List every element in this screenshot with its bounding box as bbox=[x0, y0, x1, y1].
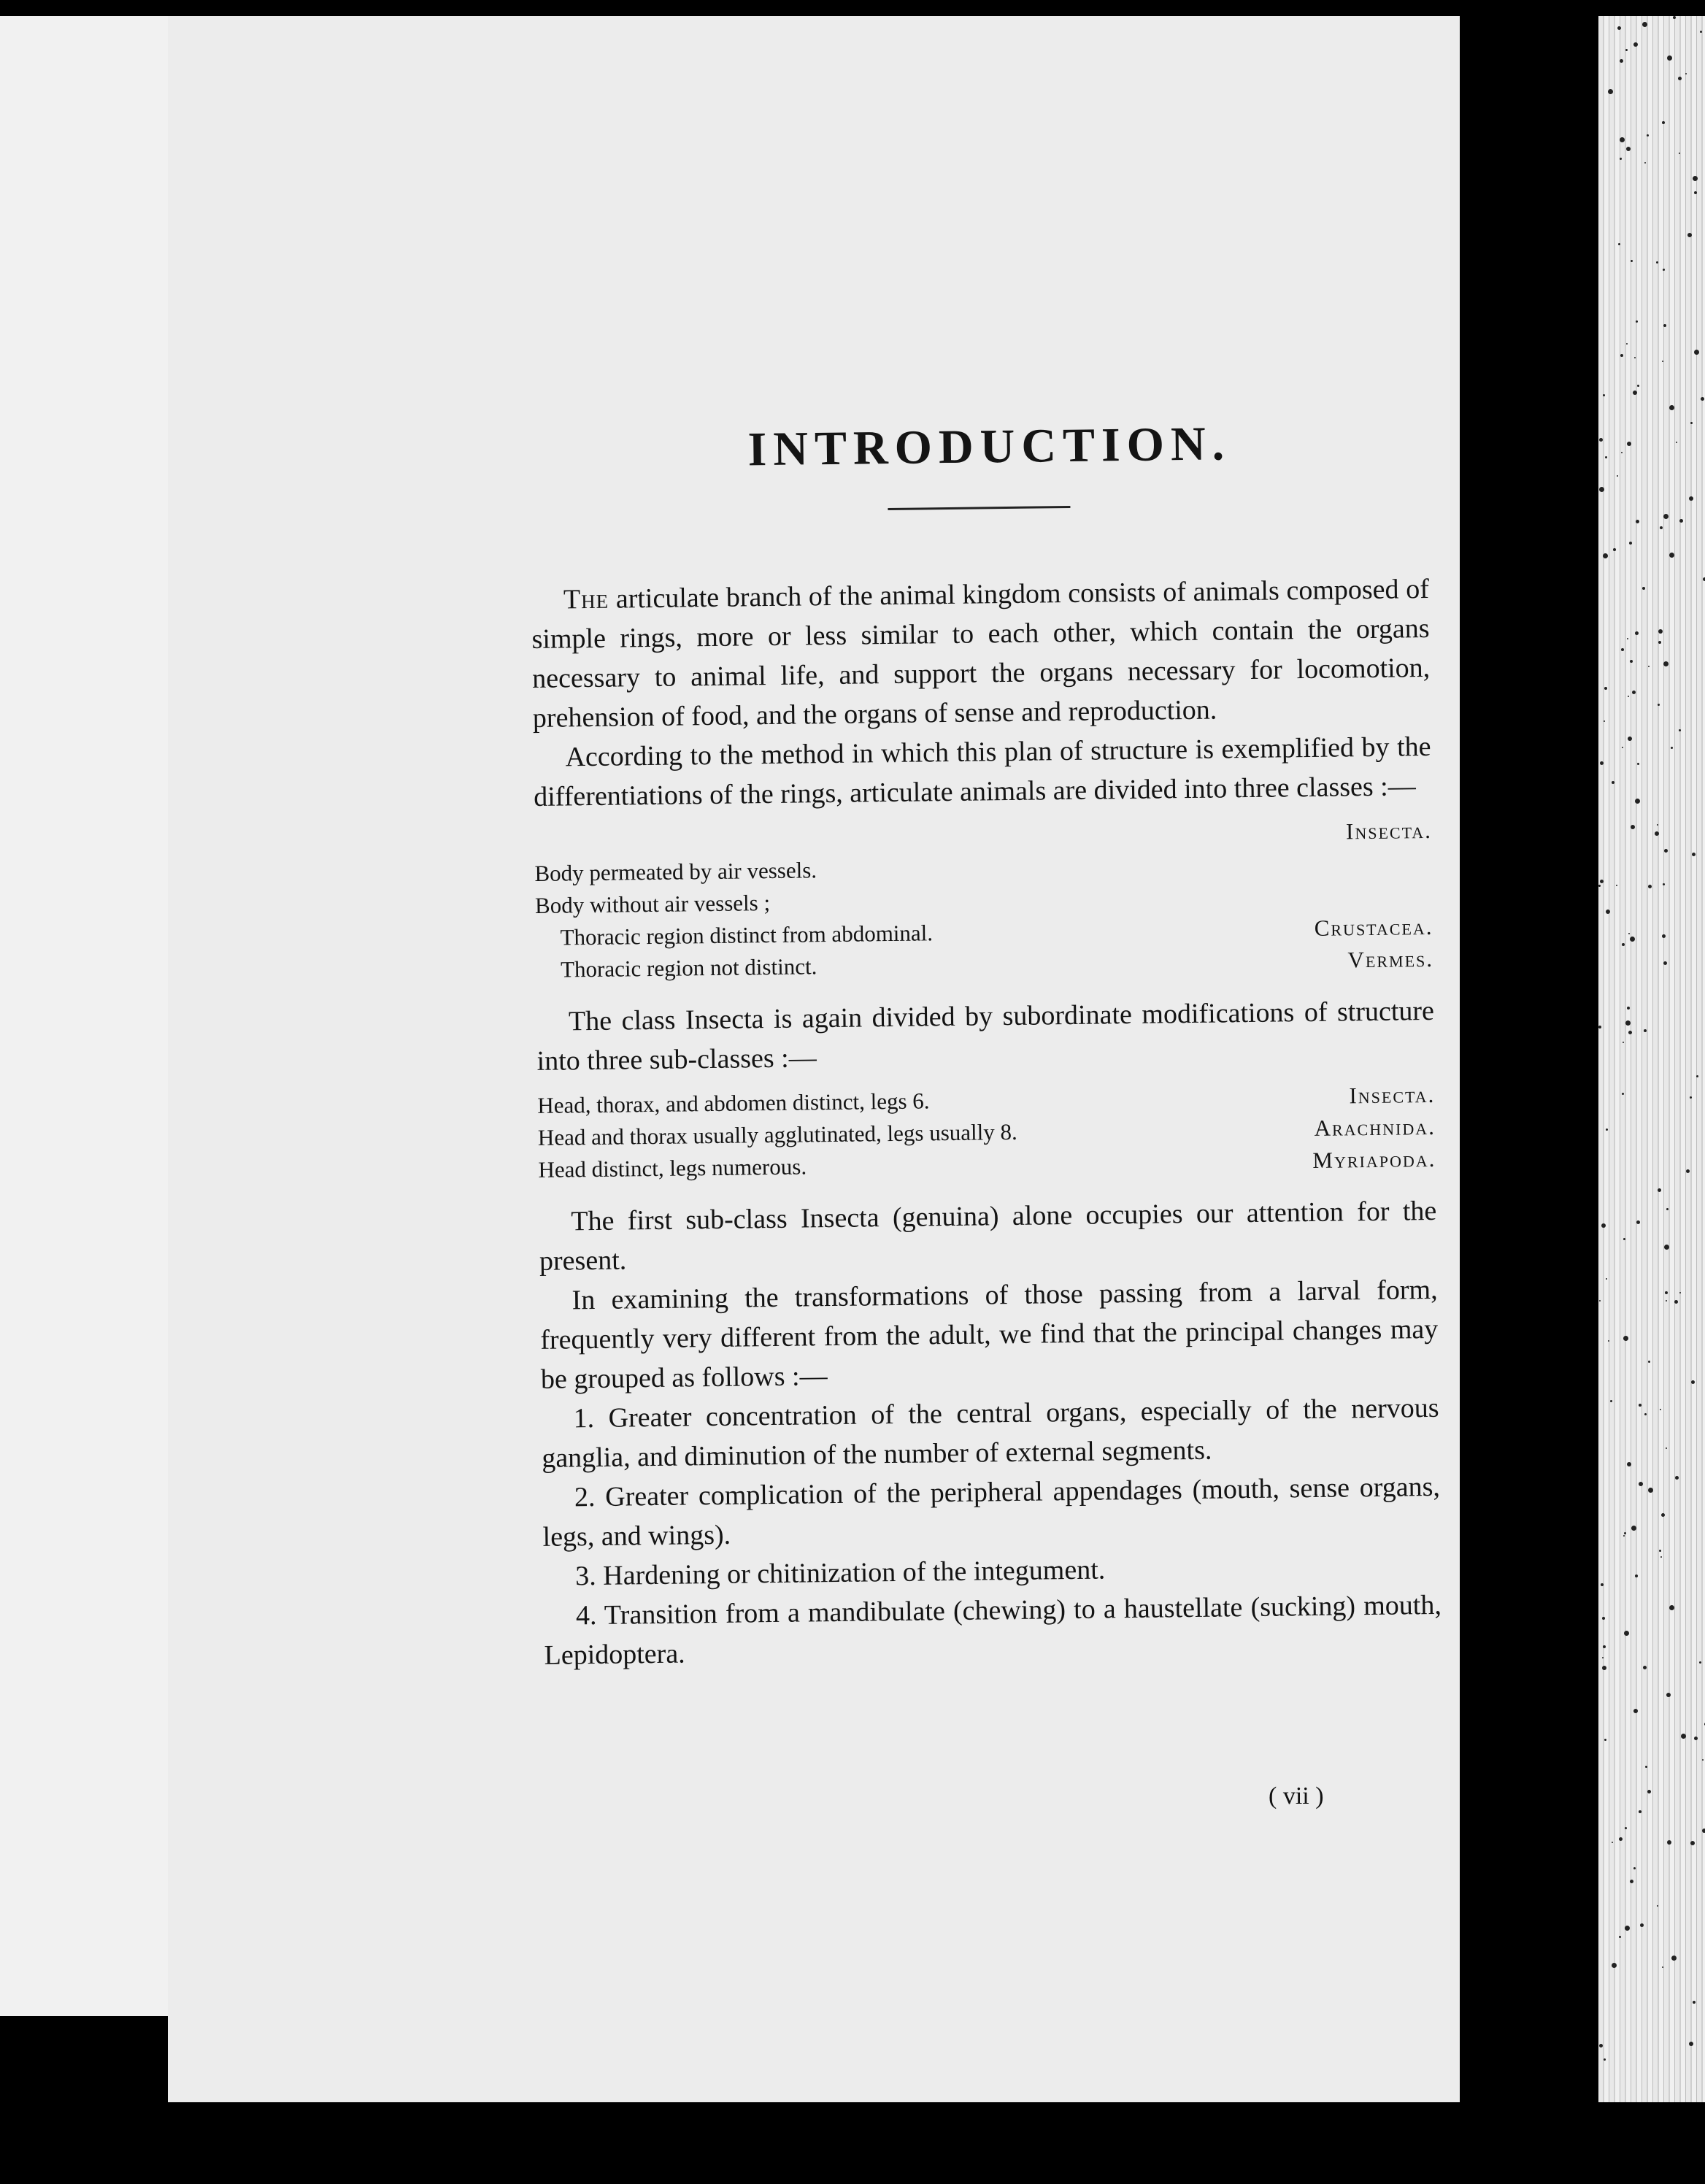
edge-speck bbox=[1660, 1556, 1662, 1558]
edge-speck bbox=[1699, 1661, 1701, 1664]
edge-speck bbox=[1667, 55, 1672, 61]
edge-speck bbox=[1633, 42, 1638, 47]
edge-speck bbox=[1604, 2058, 1606, 2061]
edge-speck bbox=[1612, 1842, 1613, 1843]
edge-speck bbox=[1634, 357, 1636, 358]
edge-speck bbox=[1642, 587, 1645, 590]
edge-speck bbox=[1623, 1042, 1624, 1043]
edge-speck bbox=[1601, 1583, 1604, 1586]
edge-speck bbox=[1662, 121, 1665, 124]
classes-table bbox=[534, 815, 1434, 986]
edge-speck bbox=[1637, 763, 1639, 765]
edge-speck bbox=[1631, 825, 1635, 829]
edge-speck bbox=[1663, 324, 1666, 327]
edge-speck bbox=[1635, 1574, 1638, 1577]
edge-speck bbox=[1622, 1093, 1624, 1095]
edge-speck bbox=[1608, 1340, 1609, 1342]
edge-speck bbox=[1671, 747, 1673, 749]
edge-speck bbox=[1627, 1462, 1631, 1466]
paragraph-4: The first sub-class Insecta (genuina) alone occupies our attention for the present. bbox=[539, 1195, 1437, 1277]
list-item-2: 2. Greater complication of the peripheral appendages (mouth, sense organs, legs, and wings). bbox=[542, 1471, 1441, 1553]
class-description: Thoracic region distinct from abdominal. bbox=[560, 920, 934, 950]
edge-speck bbox=[1604, 720, 1605, 722]
edge-speck bbox=[1620, 59, 1623, 63]
edge-speck bbox=[1610, 1400, 1612, 1402]
edge-speck bbox=[1602, 1666, 1606, 1670]
edge-speck bbox=[1657, 1905, 1658, 1907]
list-item-4: 4. Transition from a mandibulate (chewing) to a haustellate (sucking) mouth, Lepidoptera. bbox=[544, 1589, 1442, 1671]
edge-speck bbox=[1612, 781, 1614, 784]
paragraph-1 bbox=[531, 569, 1431, 738]
class-name: Insecta. bbox=[1345, 817, 1433, 845]
edge-speck bbox=[1660, 1409, 1661, 1410]
edge-speck bbox=[1644, 1029, 1647, 1032]
edge-speck bbox=[1621, 648, 1624, 651]
title-divider bbox=[888, 506, 1070, 510]
edge-speck bbox=[1659, 1550, 1661, 1552]
edge-speck bbox=[1623, 1535, 1625, 1537]
edge-speck bbox=[1605, 456, 1607, 458]
class-name: Vermes. bbox=[1347, 945, 1434, 973]
class-name: Crustacea. bbox=[1314, 913, 1433, 941]
edge-speck bbox=[1657, 824, 1658, 826]
edge-speck bbox=[1696, 1075, 1698, 1077]
edge-speck bbox=[1693, 2001, 1696, 2004]
edge-speck bbox=[1625, 1926, 1630, 1931]
edge-speck bbox=[1630, 1880, 1633, 1883]
edge-speck bbox=[1617, 26, 1621, 30]
edge-speck bbox=[1663, 961, 1667, 965]
subclass-name: Arachnida. bbox=[1314, 1113, 1436, 1141]
edge-speck bbox=[1600, 761, 1604, 765]
edge-speck bbox=[1669, 1605, 1674, 1610]
class-name bbox=[1226, 879, 1433, 913]
edge-speck bbox=[1647, 134, 1649, 136]
edge-speck bbox=[1636, 1220, 1640, 1224]
edge-speck bbox=[1658, 641, 1661, 644]
edge-speck bbox=[1626, 343, 1628, 345]
paragraph-5: In examining the transformations of those passing from a larval form, frequently very different from the adult, we find that the principal changes may be grouped as follows :— bbox=[540, 1274, 1439, 1395]
page-text-block bbox=[529, 414, 1442, 1675]
edge-speck bbox=[1676, 442, 1677, 443]
subclass-name: Insecta. bbox=[1349, 1081, 1436, 1109]
edge-speck bbox=[1623, 1336, 1628, 1341]
edge-speck bbox=[1663, 269, 1665, 271]
edge-speck bbox=[1658, 704, 1660, 706]
edge-speck bbox=[1691, 1380, 1695, 1384]
edge-speck bbox=[1619, 1936, 1621, 1938]
page-edge-texture bbox=[1598, 16, 1705, 2104]
edge-speck bbox=[1625, 1020, 1631, 1026]
edge-speck bbox=[1618, 243, 1620, 245]
edge-speck bbox=[1627, 1007, 1630, 1010]
edge-speck bbox=[1647, 1790, 1651, 1793]
edge-speck bbox=[1660, 526, 1663, 529]
edge-speck bbox=[1702, 1759, 1704, 1761]
edge-speck bbox=[1606, 1278, 1607, 1280]
edge-speck bbox=[1613, 548, 1616, 551]
edge-speck bbox=[1666, 1693, 1671, 1697]
edge-speck bbox=[1623, 1238, 1625, 1240]
edge-speck bbox=[1601, 1223, 1606, 1228]
edge-speck bbox=[1663, 514, 1669, 519]
page-folio: ( vii ) bbox=[1269, 1783, 1324, 1810]
edge-speck bbox=[1617, 475, 1618, 477]
edge-speck bbox=[1662, 361, 1663, 362]
edge-speck bbox=[1628, 933, 1630, 934]
edge-speck bbox=[1635, 799, 1640, 804]
edge-speck bbox=[1599, 487, 1604, 492]
edge-speck bbox=[1624, 1631, 1629, 1636]
edge-speck bbox=[1640, 1923, 1644, 1927]
subclass-description: Head and thorax usually agglutinated, legs usually 8. bbox=[537, 1118, 1017, 1150]
edge-speck bbox=[1644, 1413, 1647, 1415]
edge-speck bbox=[1700, 31, 1702, 33]
edge-speck bbox=[1603, 394, 1605, 396]
edge-speck bbox=[1648, 1488, 1653, 1493]
edge-speck bbox=[1686, 1169, 1690, 1173]
edge-speck bbox=[1600, 880, 1604, 883]
edge-speck bbox=[1666, 1447, 1667, 1449]
edge-speck bbox=[1606, 910, 1610, 914]
paragraph-2: According to the method in which this plan of structure is exemplified by the differentiations of the rings, articulate animals are divided into three classes :— bbox=[533, 731, 1431, 812]
edge-speck bbox=[1626, 147, 1631, 151]
edge-speck bbox=[1685, 73, 1687, 74]
edge-speck bbox=[1633, 391, 1637, 395]
edge-speck bbox=[1666, 1208, 1669, 1210]
edge-speck bbox=[1661, 1513, 1665, 1517]
edge-speck bbox=[1632, 691, 1636, 694]
edge-speck bbox=[1648, 1361, 1650, 1363]
edge-speck bbox=[1673, 16, 1676, 19]
edge-speck bbox=[1644, 162, 1646, 164]
subclass-name: Myriapoda. bbox=[1312, 1145, 1436, 1173]
edge-speck bbox=[1622, 747, 1623, 748]
edge-speck bbox=[1604, 687, 1607, 690]
edge-speck bbox=[1633, 1709, 1638, 1713]
edge-speck bbox=[1612, 1963, 1617, 1968]
subclasses-table bbox=[537, 1079, 1436, 1186]
edge-speck bbox=[1642, 22, 1647, 27]
edge-speck bbox=[1602, 1657, 1604, 1658]
list-item-3: 3. Hardening or chitinization of the integument. bbox=[575, 1554, 1106, 1592]
edge-speck bbox=[1621, 452, 1623, 453]
edge-speck bbox=[1694, 350, 1699, 355]
edge-speck bbox=[1656, 261, 1658, 264]
page-title: INTRODUCTION. bbox=[747, 417, 1231, 477]
edge-speck bbox=[1602, 1617, 1605, 1620]
edge-speck bbox=[1622, 943, 1625, 946]
edge-speck bbox=[1637, 385, 1639, 387]
class-name bbox=[1225, 847, 1433, 881]
edge-speck bbox=[1690, 1841, 1695, 1845]
edge-speck bbox=[1658, 1188, 1661, 1192]
class-description: Body without air vessels ; bbox=[534, 890, 771, 918]
edge-speck bbox=[1636, 320, 1638, 323]
edge-speck bbox=[1702, 1829, 1705, 1833]
edge-speck bbox=[1628, 737, 1632, 741]
edge-speck bbox=[1628, 696, 1629, 697]
edge-speck bbox=[1631, 260, 1633, 262]
edge-speck bbox=[1690, 1096, 1692, 1099]
edge-speck bbox=[1639, 1404, 1642, 1407]
edge-speck bbox=[1662, 1966, 1663, 1968]
edge-speck bbox=[1598, 885, 1601, 887]
edge-speck bbox=[1665, 1291, 1668, 1294]
edge-speck bbox=[1625, 1827, 1627, 1829]
edge-speck bbox=[1694, 191, 1697, 194]
edge-speck bbox=[1666, 1300, 1667, 1301]
edge-speck bbox=[1630, 937, 1635, 942]
edge-speck bbox=[1679, 1292, 1681, 1293]
edge-speck bbox=[1636, 520, 1639, 523]
edge-speck bbox=[1603, 553, 1608, 558]
edge-speck bbox=[1631, 1526, 1636, 1531]
edge-speck bbox=[1633, 1867, 1636, 1869]
edge-speck bbox=[1675, 1476, 1679, 1480]
edge-speck bbox=[1671, 1956, 1677, 1961]
edge-speck bbox=[1663, 883, 1665, 885]
edge-speck bbox=[1694, 1737, 1698, 1740]
edge-speck bbox=[1693, 176, 1698, 181]
paragraph-3: The class Insecta is again divided by subordinate modifications of structure into three sub-classes :— bbox=[536, 995, 1435, 1077]
paragraph-1-text: articulate branch of the animal kingdom consists of animals composed of simple rings, more or less similar to each other, which contain the organs necessary to animal life, and support the organs necessary for locomotion, prehension of food, and the organs of sense and reproduction. bbox=[531, 573, 1431, 734]
edge-speck bbox=[1608, 89, 1613, 94]
edge-speck bbox=[1625, 49, 1628, 51]
edge-speck bbox=[1620, 137, 1625, 142]
edge-speck bbox=[1645, 1766, 1647, 1768]
edge-speck bbox=[1690, 422, 1693, 424]
edge-speck bbox=[1667, 1840, 1671, 1845]
edge-speck bbox=[1692, 853, 1696, 856]
edge-speck bbox=[1655, 831, 1659, 836]
edge-speck bbox=[1679, 729, 1681, 731]
list-item-1: 1. Greater concentration of the central organs, especially of the nervous ganglia, and diminution of the number of external segments. bbox=[542, 1392, 1439, 1474]
edge-speck bbox=[1620, 158, 1622, 160]
edge-speck bbox=[1662, 934, 1666, 938]
edge-speck bbox=[1669, 553, 1674, 558]
class-description: Thoracic region not distinct. bbox=[560, 953, 817, 983]
edge-speck bbox=[1619, 1837, 1623, 1841]
edge-speck bbox=[1624, 1532, 1626, 1534]
edge-speck bbox=[1620, 354, 1623, 357]
edge-speck bbox=[1648, 885, 1652, 888]
edge-speck bbox=[1599, 438, 1603, 442]
book-page bbox=[168, 16, 1460, 2104]
edge-speck bbox=[1687, 233, 1692, 237]
edge-speck bbox=[1689, 496, 1693, 501]
class-description: Body permeated by air vessels. bbox=[534, 857, 817, 886]
edge-speck bbox=[1664, 849, 1668, 853]
edge-speck bbox=[1689, 2042, 1693, 2046]
edge-speck bbox=[1598, 1026, 1601, 1028]
edge-speck bbox=[1674, 1300, 1678, 1304]
edge-speck bbox=[1679, 153, 1680, 154]
edge-speck bbox=[1678, 77, 1682, 80]
subclass-description: Head distinct, legs numerous. bbox=[538, 1153, 807, 1183]
edge-speck bbox=[1599, 1300, 1601, 1301]
edge-speck bbox=[1701, 397, 1704, 401]
edge-speck bbox=[1604, 1739, 1606, 1741]
edge-speck bbox=[1643, 1666, 1647, 1669]
edge-speck bbox=[1629, 542, 1632, 545]
edge-speck bbox=[1630, 660, 1633, 663]
edge-speck bbox=[1658, 629, 1663, 634]
edge-speck bbox=[1648, 666, 1650, 667]
edge-speck bbox=[1627, 638, 1628, 639]
edge-speck bbox=[1663, 661, 1669, 666]
edge-speck bbox=[1639, 1810, 1642, 1813]
edge-speck bbox=[1635, 631, 1639, 635]
edge-speck bbox=[1606, 1128, 1608, 1131]
edge-speck bbox=[1669, 405, 1674, 410]
edge-speck bbox=[1628, 1031, 1632, 1034]
edge-speck bbox=[1679, 519, 1683, 523]
edge-speck bbox=[1664, 1245, 1669, 1250]
edge-speck bbox=[1627, 442, 1631, 446]
scan-background-bottom bbox=[0, 2102, 1705, 2184]
lead-word: The bbox=[563, 583, 609, 615]
subclass-description: Head, thorax, and abdomen distinct, legs 6. bbox=[537, 1088, 930, 1118]
edge-speck bbox=[1599, 2044, 1603, 2048]
edge-speck bbox=[1603, 1645, 1606, 1648]
edge-speck bbox=[1681, 1734, 1686, 1739]
edge-speck bbox=[1616, 885, 1617, 886]
edge-speck bbox=[1639, 1482, 1643, 1486]
